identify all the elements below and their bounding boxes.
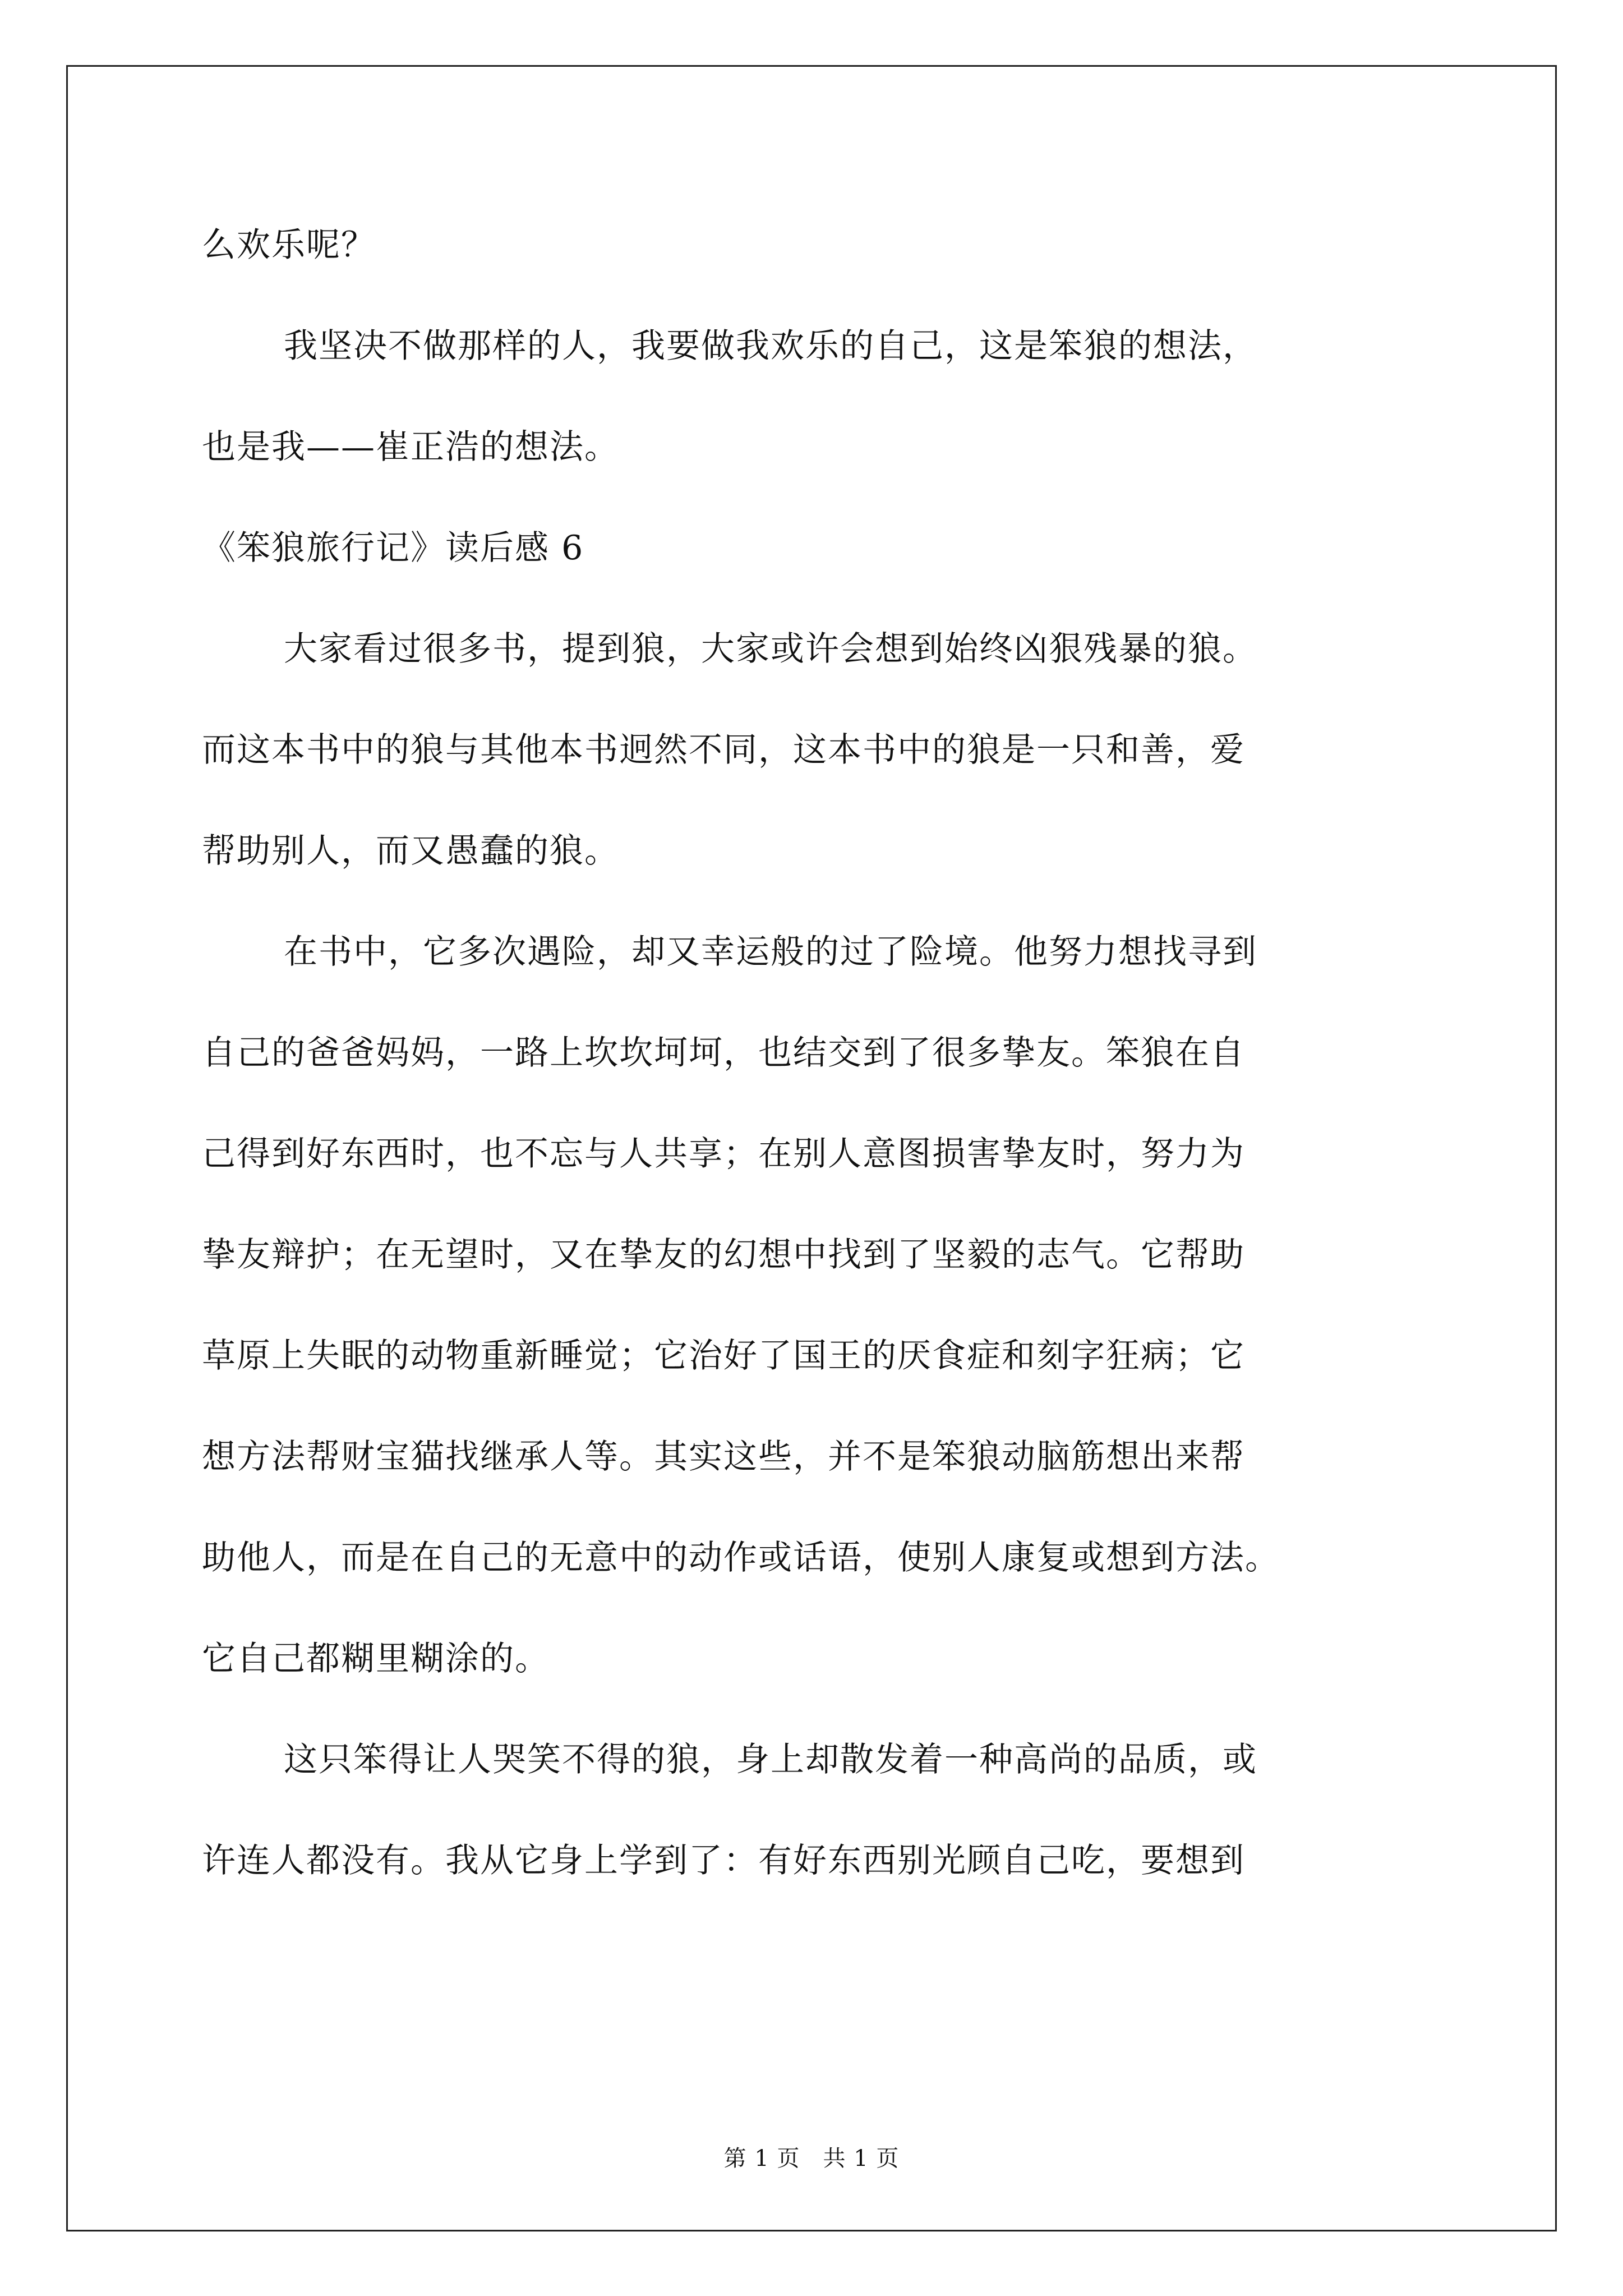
paragraph-line: 我坚决不做那样的人，我要做我欢乐的自己，这是笨狼的想法， <box>284 326 1257 366</box>
text-line: 么欢乐呢？ <box>202 226 376 265</box>
paragraph-line: 大家看过很多书，提到狼，大家或许会想到始终凶狠残暴的狼。 <box>284 629 1257 669</box>
text-line: 想方法帮财宝猫找继承人等。其实这些，并不是笨狼动脑筋想出来帮 <box>202 1437 1245 1476</box>
section-heading: 《笨狼旅行记》读后感 6 <box>202 528 584 568</box>
paragraph-line: 在书中，它多次遇险，却又幸运般的过了险境。他努力想找寻到 <box>284 932 1257 972</box>
text-line: 己得到好东西时，也不忘与人共享；在别人意图损害挚友时，努力为 <box>202 1134 1245 1174</box>
page-number: 第 1 页 共 1 页 <box>723 2146 900 2171</box>
text-line: 帮助别人，而又愚蠢的狼。 <box>202 831 619 871</box>
text-line: 而这本书中的狼与其他本书迥然不同，这本书中的狼是一只和善，爱 <box>202 730 1245 770</box>
paragraph-line: 这只笨得让人哭笑不得的狼，身上却散发着一种高尚的品质，或 <box>284 1740 1257 1779</box>
text-line: 也是我——崔正浩的想法。 <box>202 427 619 467</box>
text-line: 助他人，而是在自己的无意中的动作或话语，使别人康复或想到方法。 <box>202 1538 1280 1577</box>
text-line: 许连人都没有。我从它身上学到了：有好东西别光顾自己吃，要想到 <box>202 1841 1245 1880</box>
text-line: 它自己都糊里糊涂的。 <box>202 1639 550 1678</box>
text-line: 草原上失眠的动物重新睡觉；它治好了国王的厌食症和刻字狂病；它 <box>202 1336 1245 1375</box>
text-line: 自己的爸爸妈妈，一路上坎坎坷坷，也结交到了很多挚友。笨狼在自 <box>202 1033 1245 1073</box>
text-line: 挚友辩护；在无望时，又在挚友的幻想中找到了坚毅的志气。它帮助 <box>202 1235 1245 1274</box>
